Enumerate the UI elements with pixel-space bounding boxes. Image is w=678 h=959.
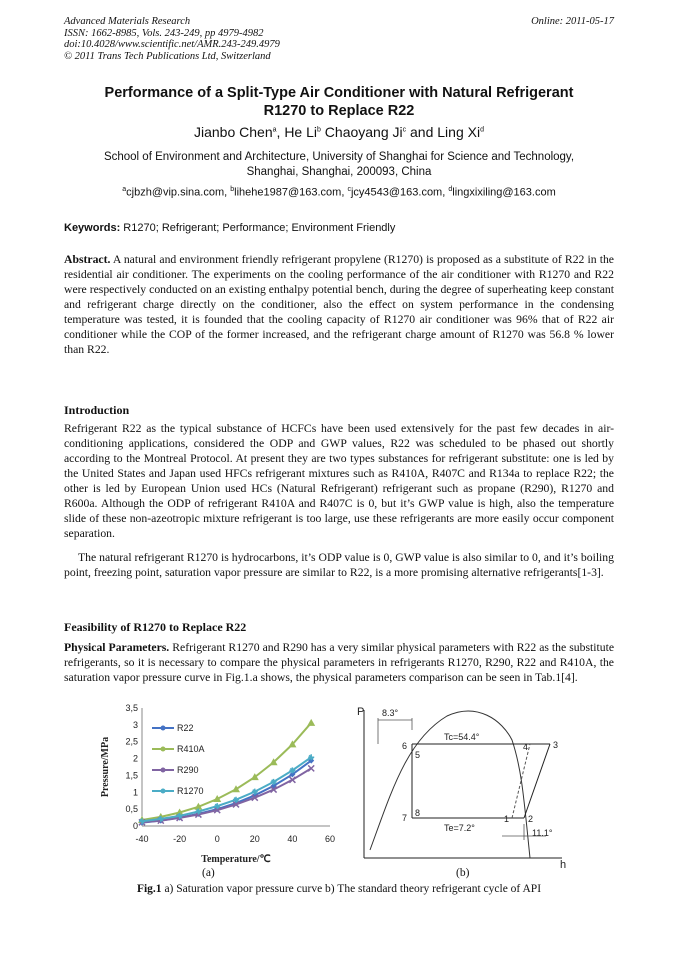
physical-parameters-paragraph: Physical Parameters. Refrigerant R1270 and R290 has a very similar physical parameters with R22 as the substitute refrigerants, so it is necessary to compare the physical parameters in refrigerants R1270, R290, R22 and R410A, the saturation vapor pressure curve in Fig.1.a shows, the physical parameters comparison can be seen in Tab.1[4]. [64,641,615,684]
refrigerant-cycle-diagram [352,700,584,870]
author-name: Jianbo Chen [194,124,273,140]
point-7: 7 [402,813,408,823]
series-line-r290 [142,768,311,822]
point-4: 4 [523,742,529,752]
keywords: Keywords: R1270; Refrigerant; Performance; Environment Friendly [64,222,396,234]
legend-entry: R1270 [177,786,204,796]
figure-caption: Fig.1 a) Saturation vapor pressure curve b) The standard theory refrigerant cycle of API [136,883,542,895]
compression-line [524,744,550,818]
title-line-2: R1270 to Replace R22 [263,103,415,119]
legend-marker [161,726,166,731]
doi: doi:10.4028/www.scientific.net/AMR.243-249.4979 [64,39,280,50]
legend-marker [161,747,166,752]
x-tick-label: -20 [173,834,187,844]
section-heading-introduction: Introduction [64,403,130,417]
copyright: © 2011 Trans Tech Publications Ltd, Switzerland [64,50,271,62]
y-tick-label: 2,5 [125,736,138,747]
author-name: Chaoyang Ji [324,124,403,140]
paper-title [40,84,638,120]
abstract: Abstract. A natural and environment friendly refrigerant propylene (R1270) is proposed as a substitute of R22 in the residential air conditioner. The experiments on the cooling performance of the air conditioner with R1270 and R22 were respectively conducted on an existing enthalpy potential bench, during the degree of superheating keep constant and refrigerant charge directly on the conditioner, also the effect on system performance in the condensing temperature was tested, it is founded that the cooling capacity of R1270 air conditioner was 96% that of R22 air conditioner while the COP of the former increased, and the refrigerant charge amount of R1270 was 56.8 % lower than R22. [64,253,614,356]
keywords-label: Keywords: [64,222,121,234]
y-axis-label: Pressure/MPa [100,736,111,798]
point-1: 1 [504,814,510,824]
y-tick-label: 1 [132,787,138,798]
legend-marker [161,789,166,794]
author-name: Ling Xi [437,124,481,140]
subfigure-a-label: (a) [202,867,215,879]
intro-paragraph-1: Refrigerant R22 as the typical substance of HCFCs have been used extensively for the past few decades in air-conditioning applications, considered the ODP and GWP values, R22 was scheduled to be phased out shortly according to the Montreal Protocol. At present they are two types substances for refrigerant substitute: one is led by the United States and Japan used HFCs refrigerant mixtures such as R410A, R407C and R134a to replace R22; the other is led by European Union used HCs (Natural Refrigerant) refrigerant such as propane (R290), R1270 and R600a. Although the ODP of refrigerant R410A and R407C is 0, but it’s GWP value is high, also the temperature slide of these non-azeotropic mixture refrigerant is too large, use these refrigerants are more easily occur component separation. [64,422,614,540]
data-point [307,719,315,726]
figure-label: Fig.1 [136,883,162,895]
data-point [308,765,314,771]
te-label: Te=7.2° [444,823,475,833]
saturation-pressure-chart [96,700,346,870]
point-6: 6 [402,741,408,751]
journal-name: Advanced Materials Research [64,16,191,27]
authors: Jianbo Chen$^a$, He Li$^b$ Chaoyang Ji$^c$ and Ling Xi$^d$ [194,124,484,140]
author-name: He Li [284,124,317,140]
legend-entry: R22 [177,723,194,733]
x-tick-label: -40 [135,834,149,844]
x-tick-label: 60 [324,834,336,844]
series-line-r1270 [142,757,311,821]
y-tick-label: 0 [132,821,138,831]
superheat-top-label: 8.3° [382,708,399,718]
y-tick-label: 0,5 [125,804,138,815]
running-header [64,16,280,62]
abstract-label: Abstract. [64,253,111,266]
email-link: cjbzh@vip.sina.com, [126,186,231,199]
p-axis-label: P [357,706,365,718]
online-date: Online: 2011-05-17 [531,16,614,27]
h-axis-label: h [560,859,567,870]
point-2: 2 [528,814,534,824]
affiliation: School of Environment and Architecture, University of Shanghai for Science and Technology, Shanghai, Shanghai, 200093, China [103,151,575,178]
x-tick-label: 0 [214,834,220,844]
y-tick-label: 3,5 [125,703,138,713]
superheat-bottom-label: 11.1° [532,828,553,838]
y-tick-label: 2 [132,753,138,764]
email-link: lihehe1987@163.com, [234,186,348,199]
point-8: 8 [415,808,421,818]
x-tick-label: 20 [249,834,260,844]
x-tick-label: 40 [287,834,298,844]
issn: ISSN: 1662-8985, Vols. 243-249, pp 4979-4982 [64,27,264,39]
email-link: jcy4543@163.com, [350,186,449,199]
x-axis-label: Temperature/℃ [201,854,271,865]
legend-entry: R410A [177,744,205,754]
section-heading-feasibility: Feasibility of R1270 to Replace R22 [64,620,247,634]
y-tick-label: 3 [132,719,138,730]
subfigure-b-label: (b) [456,867,470,879]
title-line-1: Performance of a Split-Type Air Conditioner with Natural Refrigerant [104,85,574,101]
email-link: lingxixiling@163.com [452,186,556,199]
point-3: 3 [553,740,559,750]
y-tick-label: 1,5 [125,770,138,781]
point-5: 5 [415,750,421,760]
intro-paragraph-2: The natural refrigerant R1270 is hydrocarbons, it’s ODP value is 0, GWP value is also similar to 0, and it’s boiling point, freezing point, saturation vapor pressure are similar to R22, is a more promising alternative refrigerants[1-3]. [64,551,614,579]
author-emails: $^a$cjbzh@vip.sina.com, $^b$lihehe1987@163.com, $^c$jcy4543@163.com, $^d$lingxixiling@163.com [122,186,556,199]
tc-label: Tc=54.4° [444,732,480,742]
legend-entry: R290 [177,765,199,775]
legend-marker [161,768,166,773]
